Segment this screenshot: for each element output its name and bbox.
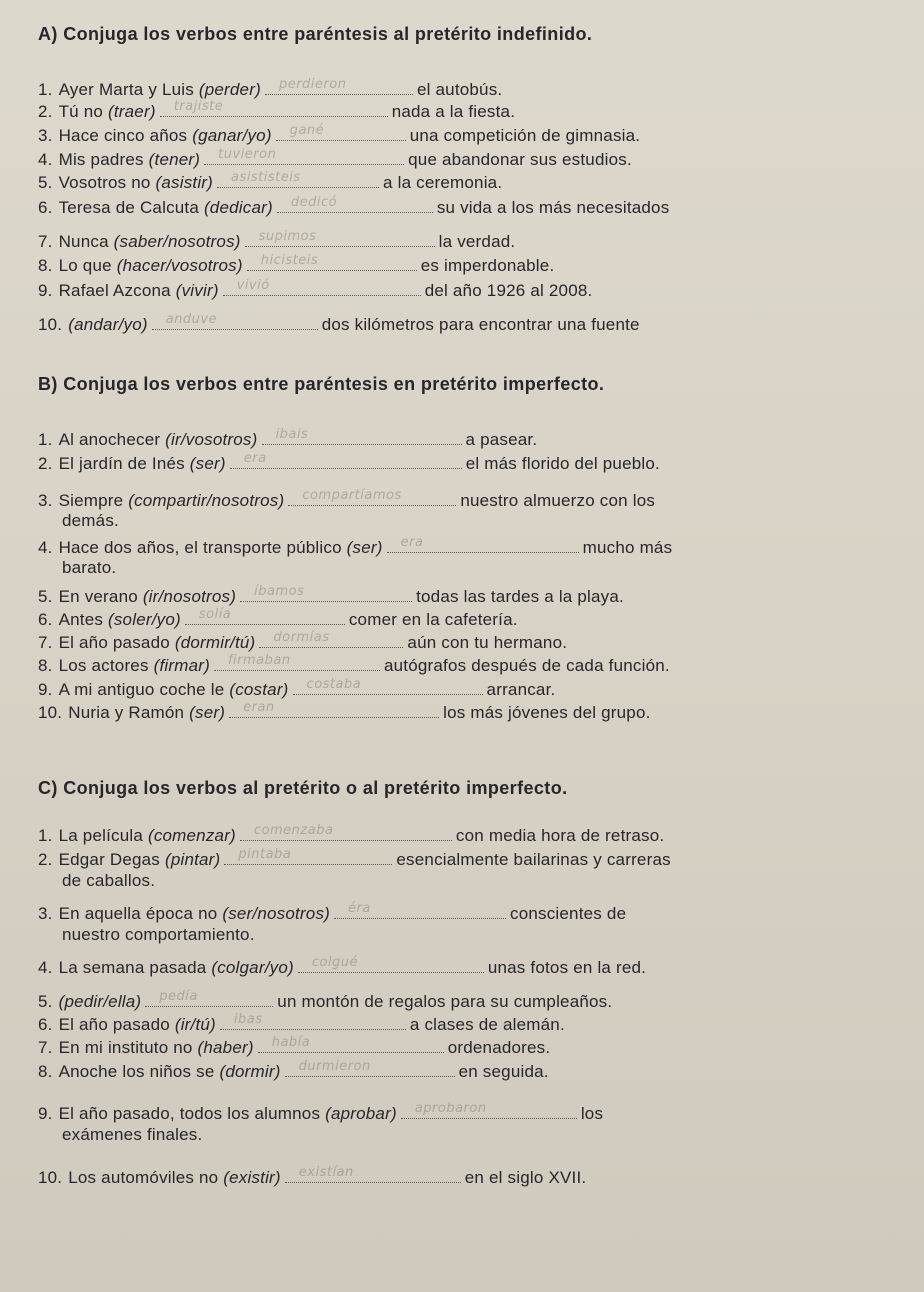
answer-blank[interactable]: era (230, 454, 462, 469)
answer-blank[interactable]: eran (229, 703, 439, 718)
exercise-b8: 8. Los actores (firmar) firmaban autógrafos después de cada función. (38, 653, 670, 675)
exercise-c7: 7. En mi instituto no (haber) había ordenadores. (38, 1035, 551, 1057)
exercise-c8: 8. Anoche los niños se (dormir) durmieron en seguida. (38, 1059, 549, 1081)
answer-blank[interactable]: firmaban (214, 656, 380, 671)
exercise-c9-continuation: exámenes finales. (62, 1125, 203, 1144)
answer-blank[interactable]: costaba (293, 680, 483, 695)
exercise-b4-continuation: barato. (62, 558, 117, 577)
exercise-a3: 3. Hace cinco años (ganar/yo) gané una competición de gimnasia. (38, 123, 641, 145)
answer-blank[interactable]: había (258, 1038, 444, 1053)
exercise-c3: 3. En aquella época no (ser/nosotros) éra conscientes de (38, 901, 627, 923)
answer-blank[interactable]: gané (276, 126, 406, 141)
answer-blank[interactable]: anduve (152, 315, 318, 330)
exercise-c6: 6. El año pasado (ir/tú) ibas a clases de alemán. (38, 1012, 565, 1034)
exercise-a10: 10. (andar/yo) anduve dos kilómetros para encontrar una fuente (38, 312, 640, 334)
exercise-c2: 2. Edgar Degas (pintar) pintaba esencialmente bailarinas y carreras (38, 847, 671, 869)
exercise-c9: 9. El año pasado, todos los alumnos (aprobar) aprobaron los (38, 1101, 604, 1123)
exercise-c1: 1. La película (comenzar) comenzaba con media hora de retraso. (38, 823, 665, 845)
exercise-b9: 9. A mi antiguo coche le (costar) costaba arrancar. (38, 677, 556, 699)
exercise-c3-continuation: nuestro comportamiento. (62, 925, 255, 944)
exercise-c10: 10. Los automóviles no (existir) existían en el siglo XVII. (38, 1165, 587, 1187)
answer-blank[interactable]: compartíamos (288, 491, 456, 506)
answer-blank[interactable]: asististeis (217, 173, 379, 188)
answer-blank[interactable]: trajiste (160, 102, 388, 117)
answer-blank[interactable]: solía (185, 610, 345, 625)
answer-blank[interactable]: pintaba (224, 850, 392, 865)
answer-blank[interactable]: aprobaron (401, 1104, 577, 1119)
exercise-c2-continuation: de caballos. (62, 871, 156, 890)
answer-blank[interactable]: dormías (259, 633, 403, 648)
section-a-heading: A) Conjuga los verbos entre paréntesis al pretérito indefinido. (38, 24, 593, 44)
answer-blank[interactable]: colgué (298, 958, 484, 973)
exercise-a4: 4. Mis padres (tener) tuvieron que abandonar sus estudios. (38, 147, 632, 169)
exercise-a1: 1. Ayer Marta y Luis (perder) perdieron el autobús. (38, 77, 503, 99)
answer-blank[interactable]: durmieron (285, 1062, 455, 1077)
exercise-b3-continuation: demás. (62, 511, 119, 530)
exercise-a6: 6. Teresa de Calcuta (dedicar) dedicó su vida a los más necesitados (38, 195, 670, 217)
answer-blank[interactable]: perdieron (265, 80, 413, 95)
answer-blank[interactable]: ibas (220, 1015, 406, 1030)
exercise-b3: 3. Siempre (compartir/nosotros) compartíamos nuestro almuerzo con los (38, 488, 656, 510)
answer-blank[interactable]: íbamos (240, 587, 412, 602)
exercise-c4: 4. La semana pasada (colgar/yo) colgué unas fotos en la red. (38, 955, 647, 977)
exercise-b5: 5. En verano (ir/nosotros) íbamos todas las tardes a la playa. (38, 584, 624, 606)
exercise-a5: 5. Vosotros no (asistir) asististeis a la ceremonia. (38, 170, 503, 192)
exercise-c5: 5. (pedir/ella) pedía un montón de regalos para su cumpleaños. (38, 989, 613, 1011)
answer-blank[interactable]: comenzaba (240, 826, 452, 841)
exercise-a9: 9. Rafael Azcona (vivir) vivió del año 1926 al 2008. (38, 278, 593, 300)
answer-blank[interactable]: éra (334, 904, 506, 919)
answer-blank[interactable]: dedicó (277, 198, 433, 213)
exercise-b4: 4. Hace dos años, el transporte público (ser) era mucho más (38, 535, 673, 557)
answer-blank[interactable]: supimos (245, 232, 435, 247)
exercise-b10: 10. Nuria y Ramón (ser) eran los más jóvenes del grupo. (38, 700, 651, 722)
section-c-heading: C) Conjuga los verbos al pretérito o al pretérito imperfecto. (38, 778, 568, 798)
exercise-b1: 1. Al anochecer (ir/vosotros) ibais a pasear. (38, 427, 538, 449)
exercise-a7: 7. Nunca (saber/nosotros) supimos la verdad. (38, 229, 516, 251)
answer-blank[interactable]: era (387, 538, 579, 553)
section-b-heading: B) Conjuga los verbos entre paréntesis en pretérito imperfecto. (38, 374, 605, 394)
answer-blank[interactable]: existían (285, 1168, 461, 1183)
exercise-b7: 7. El año pasado (dormir/tú) dormías aún con tu hermano. (38, 630, 568, 652)
exercise-a8: 8. Lo que (hacer/vosotros) hicisteis es imperdonable. (38, 253, 555, 275)
exercise-b2: 2. El jardín de Inés (ser) era el más florido del pueblo. (38, 451, 660, 473)
answer-blank[interactable]: hicisteis (247, 256, 417, 271)
exercise-b6: 6. Antes (soler/yo) solía comer en la cafetería. (38, 607, 518, 629)
answer-blank[interactable]: vivió (223, 281, 421, 296)
answer-blank[interactable]: pedía (145, 992, 273, 1007)
answer-blank[interactable]: tuvieron (204, 150, 404, 165)
answer-blank[interactable]: ibais (262, 430, 462, 445)
exercise-a2: 2. Tú no (traer) trajiste nada a la fiesta. (38, 99, 516, 121)
